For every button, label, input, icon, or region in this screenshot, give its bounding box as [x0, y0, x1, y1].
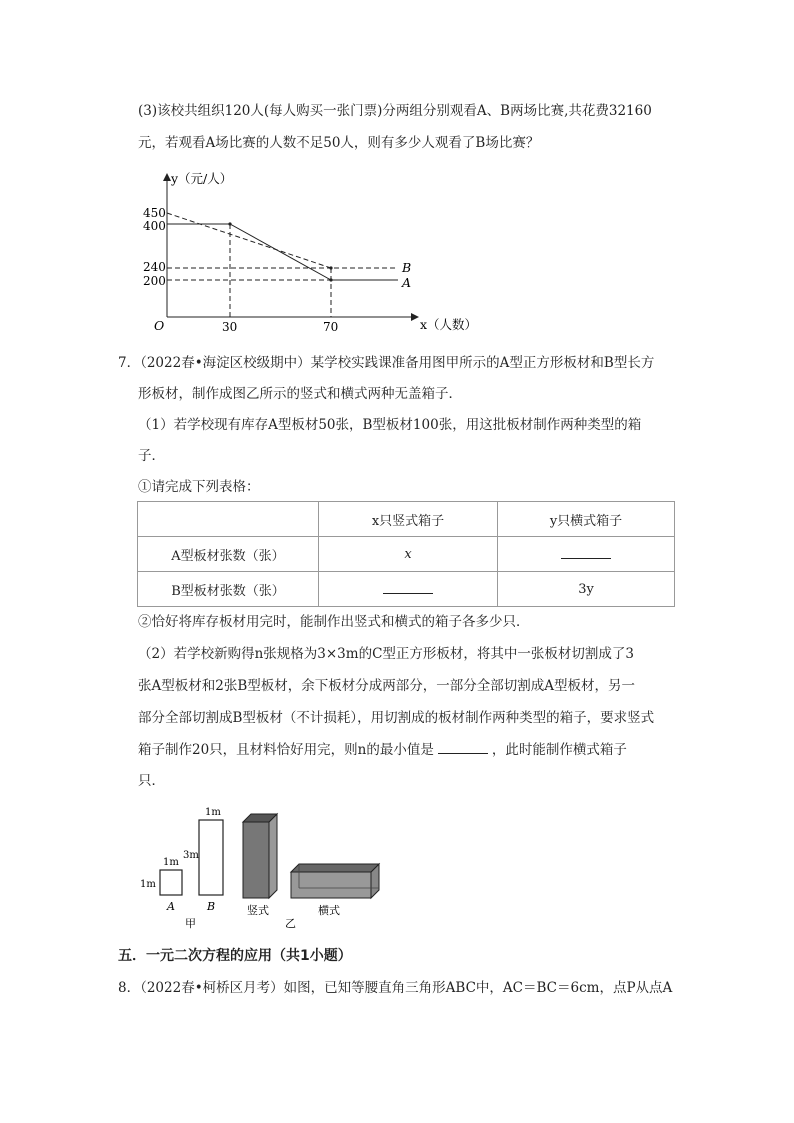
board-b-label: B	[207, 900, 216, 913]
x-tick-30: 30	[222, 320, 238, 334]
q7-part1-line1: （1）若学校现有库存A型板材50张，B型板材100张，用这批板材制作两种类型的箱	[138, 417, 642, 433]
table-header-horizontal: y只横式箱子	[498, 502, 675, 537]
boards-table	[137, 501, 675, 607]
table-header-empty	[138, 502, 319, 537]
q7-part2-line3: 部分全部切割成B型板材（不计损耗），用切割成的板材制作两种类型的箱子，要求竖式	[138, 710, 655, 726]
row-b-label: B型板材张数（张）	[138, 572, 319, 607]
q7-line2: 形板材，制作成图乙所示的竖式和横式两种无盖箱子．	[138, 386, 462, 402]
answer-blank[interactable]	[561, 546, 611, 559]
series-b-line	[167, 213, 398, 268]
series-a-label: A	[402, 275, 412, 290]
boards-figure	[135, 800, 395, 930]
board-b-side: 3m	[183, 850, 199, 861]
section-5-heading: 五．一元二次方程的应用（共1小题）	[118, 948, 352, 964]
figure-jia-label: 甲	[185, 917, 196, 930]
table-row	[138, 537, 675, 572]
board-b	[199, 820, 223, 895]
price-graph	[140, 165, 500, 340]
vertical-box-front	[243, 822, 269, 898]
q7-part2-line4-start: 箱子制作20只，且材料恰好用完，则n的最小值是	[138, 742, 434, 758]
x-axis-label: x（人数）	[420, 317, 478, 332]
row-a-vertical-value: x	[319, 537, 498, 572]
horizontal-box-label: 横式	[318, 904, 340, 917]
table-row	[138, 572, 675, 607]
point-30	[228, 222, 231, 225]
row-a-label: A型板材张数（张）	[138, 537, 319, 572]
horizontal-box-front	[291, 872, 371, 898]
board-a-width: 1m	[140, 879, 156, 890]
figure-yi-label: 乙	[285, 917, 296, 930]
series-b-label: B	[402, 260, 412, 275]
board-a	[160, 870, 182, 895]
q7-part1-line2: 子．	[138, 448, 165, 464]
q7-part2-line1: （2）若学校新购得n张规格为3×3m的C型正方形板材，将其中一张板材切割成了3	[138, 646, 634, 662]
row-b-vertical-blank	[319, 572, 498, 607]
row-a-horizontal-blank	[498, 537, 675, 572]
q7-sub2: ②恰好将库存板材用完时，能制作出竖式和横式的箱子各多少只．	[138, 614, 530, 630]
y-tick-200: 200	[143, 274, 166, 288]
q7-part2-line4-end: ，此时能制作横式箱子	[491, 742, 627, 758]
q7-part2-line4	[138, 740, 627, 760]
board-a-height: 1m	[163, 857, 179, 868]
q7-sub1: ①请完成下列表格：	[138, 479, 260, 495]
y-tick-400: 400	[143, 219, 166, 233]
horizontal-box-top	[291, 864, 379, 872]
table-header-vertical: x只竖式箱子	[319, 502, 498, 537]
board-b-top: 1m	[205, 807, 221, 818]
point-70-b	[329, 266, 332, 269]
origin-label: O	[154, 318, 165, 333]
q7-part2-line2: 张A型板材和2张B型板材，余下板材分成两部分，一部分全部切割成A型板材，另一	[138, 678, 636, 694]
vertical-box-label: 竖式	[247, 904, 269, 917]
answer-blank[interactable]	[383, 581, 433, 594]
x-tick-70: 70	[323, 320, 339, 334]
q6-part3-line1: (3)该校共组织120人(每人购买一张门票)分两组分别观看A、B两场比赛,共花费32160	[138, 103, 652, 119]
y-tick-240: 240	[143, 260, 166, 274]
vertical-box-side	[269, 814, 277, 898]
point-70-a	[329, 278, 332, 281]
answer-blank-n[interactable]	[438, 741, 488, 754]
q7-line1: 7．（2022春•海淀区校级期中）某学校实践课准备用图甲所示的A型正方形板材和B型长方	[118, 355, 655, 371]
table-row	[138, 502, 675, 537]
y-tick-450: 450	[143, 206, 166, 220]
q7-part2-line5: 只．	[138, 773, 165, 789]
board-a-label: A	[167, 900, 175, 913]
q6-part3-line2: 元，若观看A场比赛的人数不足50人，则有多少人观看了B场比赛？	[138, 135, 540, 151]
y-axis-label: y（元/人）	[171, 171, 233, 186]
q8-line1: 8．（2022春•柯桥区月考）如图，已知等腰直角三角形ABC中，AC＝BC＝6cm，点P从点A	[118, 980, 673, 996]
row-b-horizontal-value: 3y	[498, 572, 675, 607]
